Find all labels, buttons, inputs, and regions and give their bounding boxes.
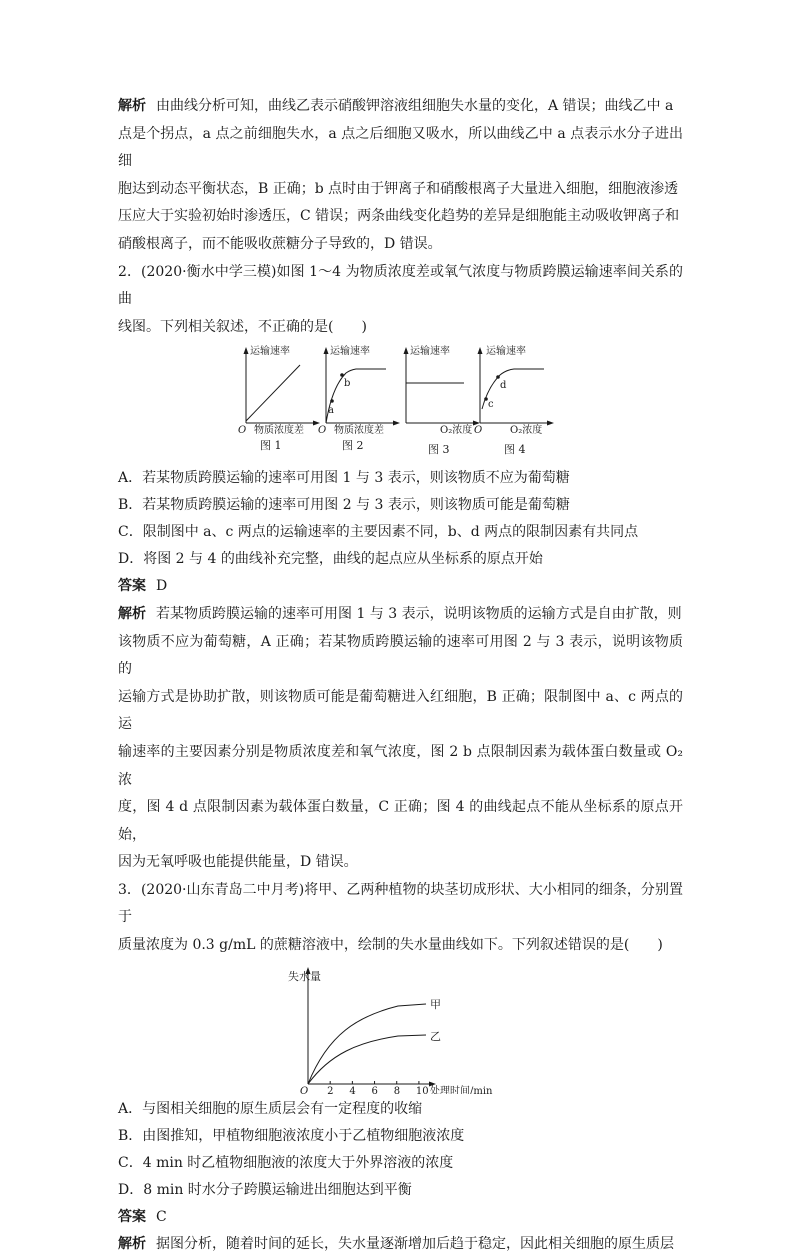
figure-2 bbox=[318, 343, 400, 453]
figure-4-caption: 图 4 bbox=[504, 443, 526, 457]
x-axis-label: 处理时间/min bbox=[430, 1085, 493, 1094]
series-label-jia: 甲 bbox=[430, 997, 441, 1011]
option-a: A．与图相关细胞的原生质层会有一定程度的收缩 bbox=[118, 1100, 423, 1117]
water-loss-chart-svg bbox=[118, 964, 683, 1094]
figure-3-caption: 图 3 bbox=[428, 443, 450, 457]
point-label-b: b bbox=[344, 378, 351, 390]
figure-1 bbox=[238, 343, 320, 453]
answer-value: C bbox=[156, 1208, 167, 1225]
question-stem-line: 线图。下列相关叙述，不正确的是( ) bbox=[118, 318, 367, 335]
water-loss-chart bbox=[118, 964, 683, 1094]
x-tick-label: 4 bbox=[349, 1085, 356, 1094]
option-a: A．若某物质跨膜运输的速率可用图 1 与 3 表示，则该物质不应为葡萄糖 bbox=[118, 470, 570, 487]
option-c: C．限制图中 a、c 两点的运输速率的主要因素不同，b、d 两点的限制因素有共同点 bbox=[118, 524, 639, 541]
text-line: 输速率的主要因素分别是物质浓度差和氧气浓度，图 2 b 点限制因素为载体蛋白数量或 O₂浓 bbox=[118, 743, 683, 788]
origin-label: O bbox=[474, 425, 483, 437]
x-tick-label: 6 bbox=[371, 1085, 378, 1094]
text-line: 度，图 4 d 点限制因素为载体蛋白数量，C 正确；图 4 的曲线起点不能从坐标系的原点开始， bbox=[118, 799, 683, 843]
point-d bbox=[496, 376, 500, 380]
page-content bbox=[118, 93, 683, 1259]
point-label-c: c bbox=[488, 399, 494, 411]
text-line: 运输方式是协助扩散，则该物质可能是葡萄糖进入红细胞，B 正确；限制图中 a、c 两点的运 bbox=[118, 688, 683, 733]
answer-line bbox=[118, 573, 683, 601]
question-3 bbox=[118, 877, 683, 1259]
x-ticks bbox=[327, 1081, 428, 1094]
point-label-d: d bbox=[500, 380, 507, 392]
origin-label: O bbox=[318, 425, 327, 437]
series-label-yi: 乙 bbox=[430, 1029, 441, 1043]
figure-2-caption: 图 2 bbox=[342, 439, 364, 453]
x-tick-label: 8 bbox=[393, 1085, 401, 1094]
option-b: B．若某物质跨膜运输的速率可用图 2 与 3 表示，则该物质可能是葡萄糖 bbox=[118, 497, 570, 514]
text-line: 该物质不应为葡萄糖，A 正确；若某物质跨膜运输的速率可用图 2 与 3 表示，说明该物质的 bbox=[118, 633, 683, 678]
origin-label: O bbox=[238, 425, 247, 437]
text-line: 点是个拐点，a 点之前细胞失水，a 点之后细胞又吸水，所以曲线乙中 a 点表示水分子进出细 bbox=[118, 125, 683, 170]
answer-line bbox=[118, 1204, 683, 1232]
figure-1-ylabel: 运输速率 bbox=[250, 346, 290, 358]
answer-label: 答案 bbox=[118, 578, 146, 595]
x-tick-label: 2 bbox=[327, 1085, 334, 1094]
text-line: 压应大于实验初始时渗透压，C 错误；两条曲线变化趋势的差异是细胞能主动吸收钾离子和 bbox=[118, 208, 680, 225]
text-line: 据图分析，随着时间的延长，失水量逐渐增加后趋于稳定，因此相关细胞的原生质层 bbox=[156, 1236, 674, 1253]
question-2 bbox=[118, 259, 683, 877]
x-tick-label: 10 bbox=[415, 1085, 429, 1094]
figure-3-xlabel: O₂浓度 bbox=[440, 425, 473, 437]
figure-1-caption: 图 1 bbox=[260, 439, 282, 453]
figure-1-xlabel: 物质浓度差 bbox=[254, 425, 304, 437]
text-line: 因为无氧呼吸也能提供能量，D 错误。 bbox=[118, 854, 358, 871]
text-line: 由曲线分析可知，曲线乙表示硝酸钾溶液组细胞失水量的变化，A 错误；曲线乙中 a bbox=[156, 98, 674, 114]
y-axis-label: 失水量 bbox=[288, 969, 321, 983]
figure-4 bbox=[474, 343, 554, 457]
analysis-label: 解析 bbox=[118, 98, 146, 114]
figure-2-xlabel: 物质浓度差 bbox=[334, 425, 384, 437]
option-d: D．将图 2 与 4 的曲线补充完整，曲线的起点应从坐标系的原点开始 bbox=[118, 551, 543, 568]
origin-label: O bbox=[300, 1085, 309, 1094]
text-line: 胞达到动态平衡状态，B 正确；b 点时由于钾离子和硝酸根离子大量进入细胞，细胞液渗透 bbox=[118, 180, 679, 197]
figure-4-ylabel: 运输速率 bbox=[486, 346, 526, 358]
figure-3 bbox=[400, 343, 483, 457]
q1-analysis bbox=[118, 93, 683, 259]
option-b: B．由图推知，甲植物细胞液浓度小于乙植物细胞液浓度 bbox=[118, 1127, 465, 1144]
point-b bbox=[340, 374, 344, 378]
question-stem-line: 质量浓度为 0.3 g/mL 的蔗糖溶液中，绘制的失水量曲线如下。下列叙述错误的是( ) bbox=[118, 937, 663, 954]
text-line: 若某物质跨膜运输的速率可用图 1 与 3 表示，说明该物质的运输方式是自由扩散，则 bbox=[156, 605, 682, 622]
option-d: D．8 min 时水分子跨膜运输进出细胞达到平衡 bbox=[118, 1181, 412, 1198]
answer-label: 答案 bbox=[118, 1208, 146, 1225]
figure-2-ylabel: 运输速率 bbox=[330, 346, 370, 358]
question-stem-line: 3．(2020·山东青岛二中月考)将甲、乙两种植物的块茎切成形状、大小相同的细条，分别置于 bbox=[118, 881, 683, 926]
analysis-label: 解析 bbox=[118, 605, 146, 622]
q2-figures bbox=[118, 343, 683, 461]
question-stem-line: 2．(2020·衡水中学三模)如图 1～4 为物质浓度差或氧气浓度与物质跨膜运输速率间关系的曲 bbox=[118, 263, 683, 308]
analysis-label: 解析 bbox=[118, 1236, 146, 1253]
text-line: 硝酸根离子，而不能吸收蔗糖分子导致的，D 错误。 bbox=[118, 235, 442, 252]
point-a bbox=[330, 400, 334, 404]
figure-4-xlabel: O₂浓度 bbox=[510, 425, 543, 437]
point-label-a: a bbox=[328, 405, 334, 417]
series-line-yi bbox=[308, 1035, 426, 1084]
series-line-jia bbox=[308, 1004, 426, 1084]
figure-3-ylabel: 运输速率 bbox=[410, 346, 450, 358]
answer-value: D bbox=[156, 578, 168, 595]
option-c: C．4 min 时乙植物细胞液的浓度大于外界溶液的浓度 bbox=[118, 1154, 454, 1171]
